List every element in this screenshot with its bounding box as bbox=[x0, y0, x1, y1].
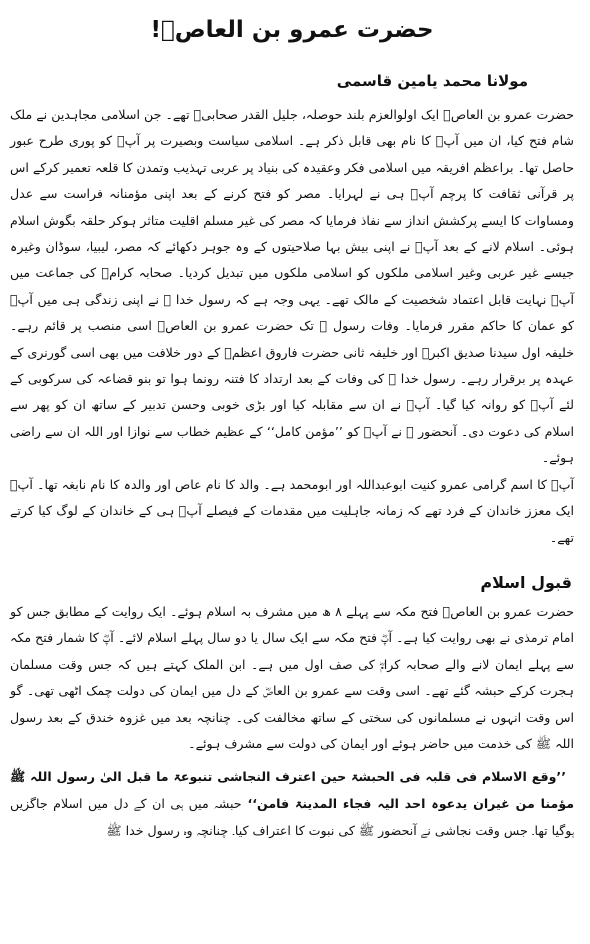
article-title: حضرت عمرو بن العاصؓ! bbox=[150, 17, 434, 43]
arabic-quote: ’’وقع الاسلام فی قلبہ فی الحبشۃ حین اعترف النجاشی تنبوعۃ ما قبل الیٰ رسول اللہ ﷺ مؤمنا من غیران یدعوہ احد الیہ فجاء المدینۃ فامن‘‘ bbox=[10, 769, 575, 812]
body-paragraph-2: آپؓ کا اسم گرامی عمرو کنیت ابوعبداللہ اور ابومحمد ہے۔ والد کا نام عاص اور والدہ کا نام نابغہ تھا۔ آپؓ ایک معزز خاندان کے فرد تھے کہ زمانہ جاہلیت میں مقدمات کے فیصلے آپؓ ہی کے خاندان کے لوگ کیا کرتے تھے۔ bbox=[10, 476, 574, 545]
section-paragraph: حضرت عمرو بن العاصؓ فتح مکہ سے پہلے ۸ ھ میں مشرف بہ اسلام ہوئے۔ ایک روایت کے مطابق جس کو امام ترمذی نے بھی روایت کیا ہے۔ آپؓ فتح مکہ سے ایک سال یا دو سال پہلے اسلام لائے۔ آپؓ کا شمار فتح مکہ سے پہلے ایمان لانے والے صحابہ کرامؓ کی صف اول میں ہے۔ ابن الملک کہتے ہیں کہ جس وقت مسلمان ہجرت کرکے حبشہ گئے تھے۔ اسی وقت سے عمرو بن العاصؓ کے دل میں ایمان کی دولت چمک اٹھی تھی۔ گو اس وقت انہوں نے مسلمانوں کی سختی کے ساتھ مخالفت کی۔ چنانچہ بعد میں غزوہ خندق کے بعد رسول اللہ ﷺ کی خدمت میں حاضر ہوئے اور ایمان کی دولت سے مشرف ہوئے۔ bbox=[10, 603, 574, 751]
quote-translation: حبشہ میں ہی ان کے دل میں اسلام جاگزیں ہوگیا تھا۔ جس وقت نجاشی نے آنحضور ﷺ کی نبوت کا اعتراف کیا۔ چنانچہ وہ رسول خدا ﷺ bbox=[10, 796, 574, 839]
section-heading: قبول اسلام bbox=[480, 572, 572, 592]
arabic-quote-paragraph bbox=[10, 763, 574, 844]
article-author: مولانا محمد یامین قاسمی bbox=[336, 72, 528, 90]
body-paragraph-1: حضرت عمرو بن العاصؓ ایک اولوالعزم بلند حوصلہ، جلیل القدر صحابیؓ تھے۔ جن اسلامی مجاہدین نے ملک شام فتح کیا، ان میں آپؓ کا نام بھی قابل ذکر ہے۔ اسلامی سیاست وبصیرت پر آپؓ کو پوری طرح عبور حاصل تھا۔ براعظم افریقہ میں اسلامی فکر وعقیدہ کی بنیاد پر عربی تہذیب وتمدن کا قلعہ تعمیر کرکے اس پر قرآنی ثقافت کا پرچم آپؓ ہی نے لہرایا۔ مصر کو فتح کرنے کے بعد اپنی مؤمنانہ فراست سے عدل ومساوات کا ایسے پرکشش انداز سے نفاذ فرمایا کہ مصر کی غیر مسلم اقلیت متاثر ہوکر حلقہ بگوش اسلام ہوئی۔ اسلام لانے کے بعد آپؓ نے اپنی بیش بہا صلاحیتوں کے وہ جوہر دکھائے کہ مصر، لیبیا، سوڈان وغیرہ جیسے غیر عربی وغیر اسلامی ملکوں کو اسلامی ملکوں میں تبدیل کردیا۔ صحابہ کرامؓ کی جماعت میں آپؓ نہایت قابل اعتماد شخصیت کے مالک تھے۔ یہی وجہ ہے کہ رسول خدا ﷺ نے اپنی زندگی ہی میں آپؓ کو عمان کا حاکم مقرر فرمایا۔ وفات رسول ﷺ تک حضرت عمرو بن العاصؓ اسی منصب پر قائم رہے۔ خلیفہ اول سیدنا صدیق اکبرؓ اور خلیفہ ثانی حضرت فاروق اعظمؓ کے دور خلافت میں بھی اسی گورنری کے عہدہ پر برقرار رہے۔ رسول خدا ﷺ کی وفات کے بعد ارتداد کا فتنہ رونما ہوا تو بنو قضاعہ کی سرکوبی کے لئے آپؓ کو روانہ کیا گیا۔ آپؓ نے ان سے مقابلہ کیا اور بڑی خوبی وحسن تدبیر کے ساتھ ان کو پھر سے اسلام کی دعوت دی۔ آنحضور ﷺ نے آپؓ کو ’’مؤمن کامل‘‘ کے عظیم خطاب سے نوازا اور اللہ ان سے راضی ہوئے۔ bbox=[10, 107, 574, 466]
